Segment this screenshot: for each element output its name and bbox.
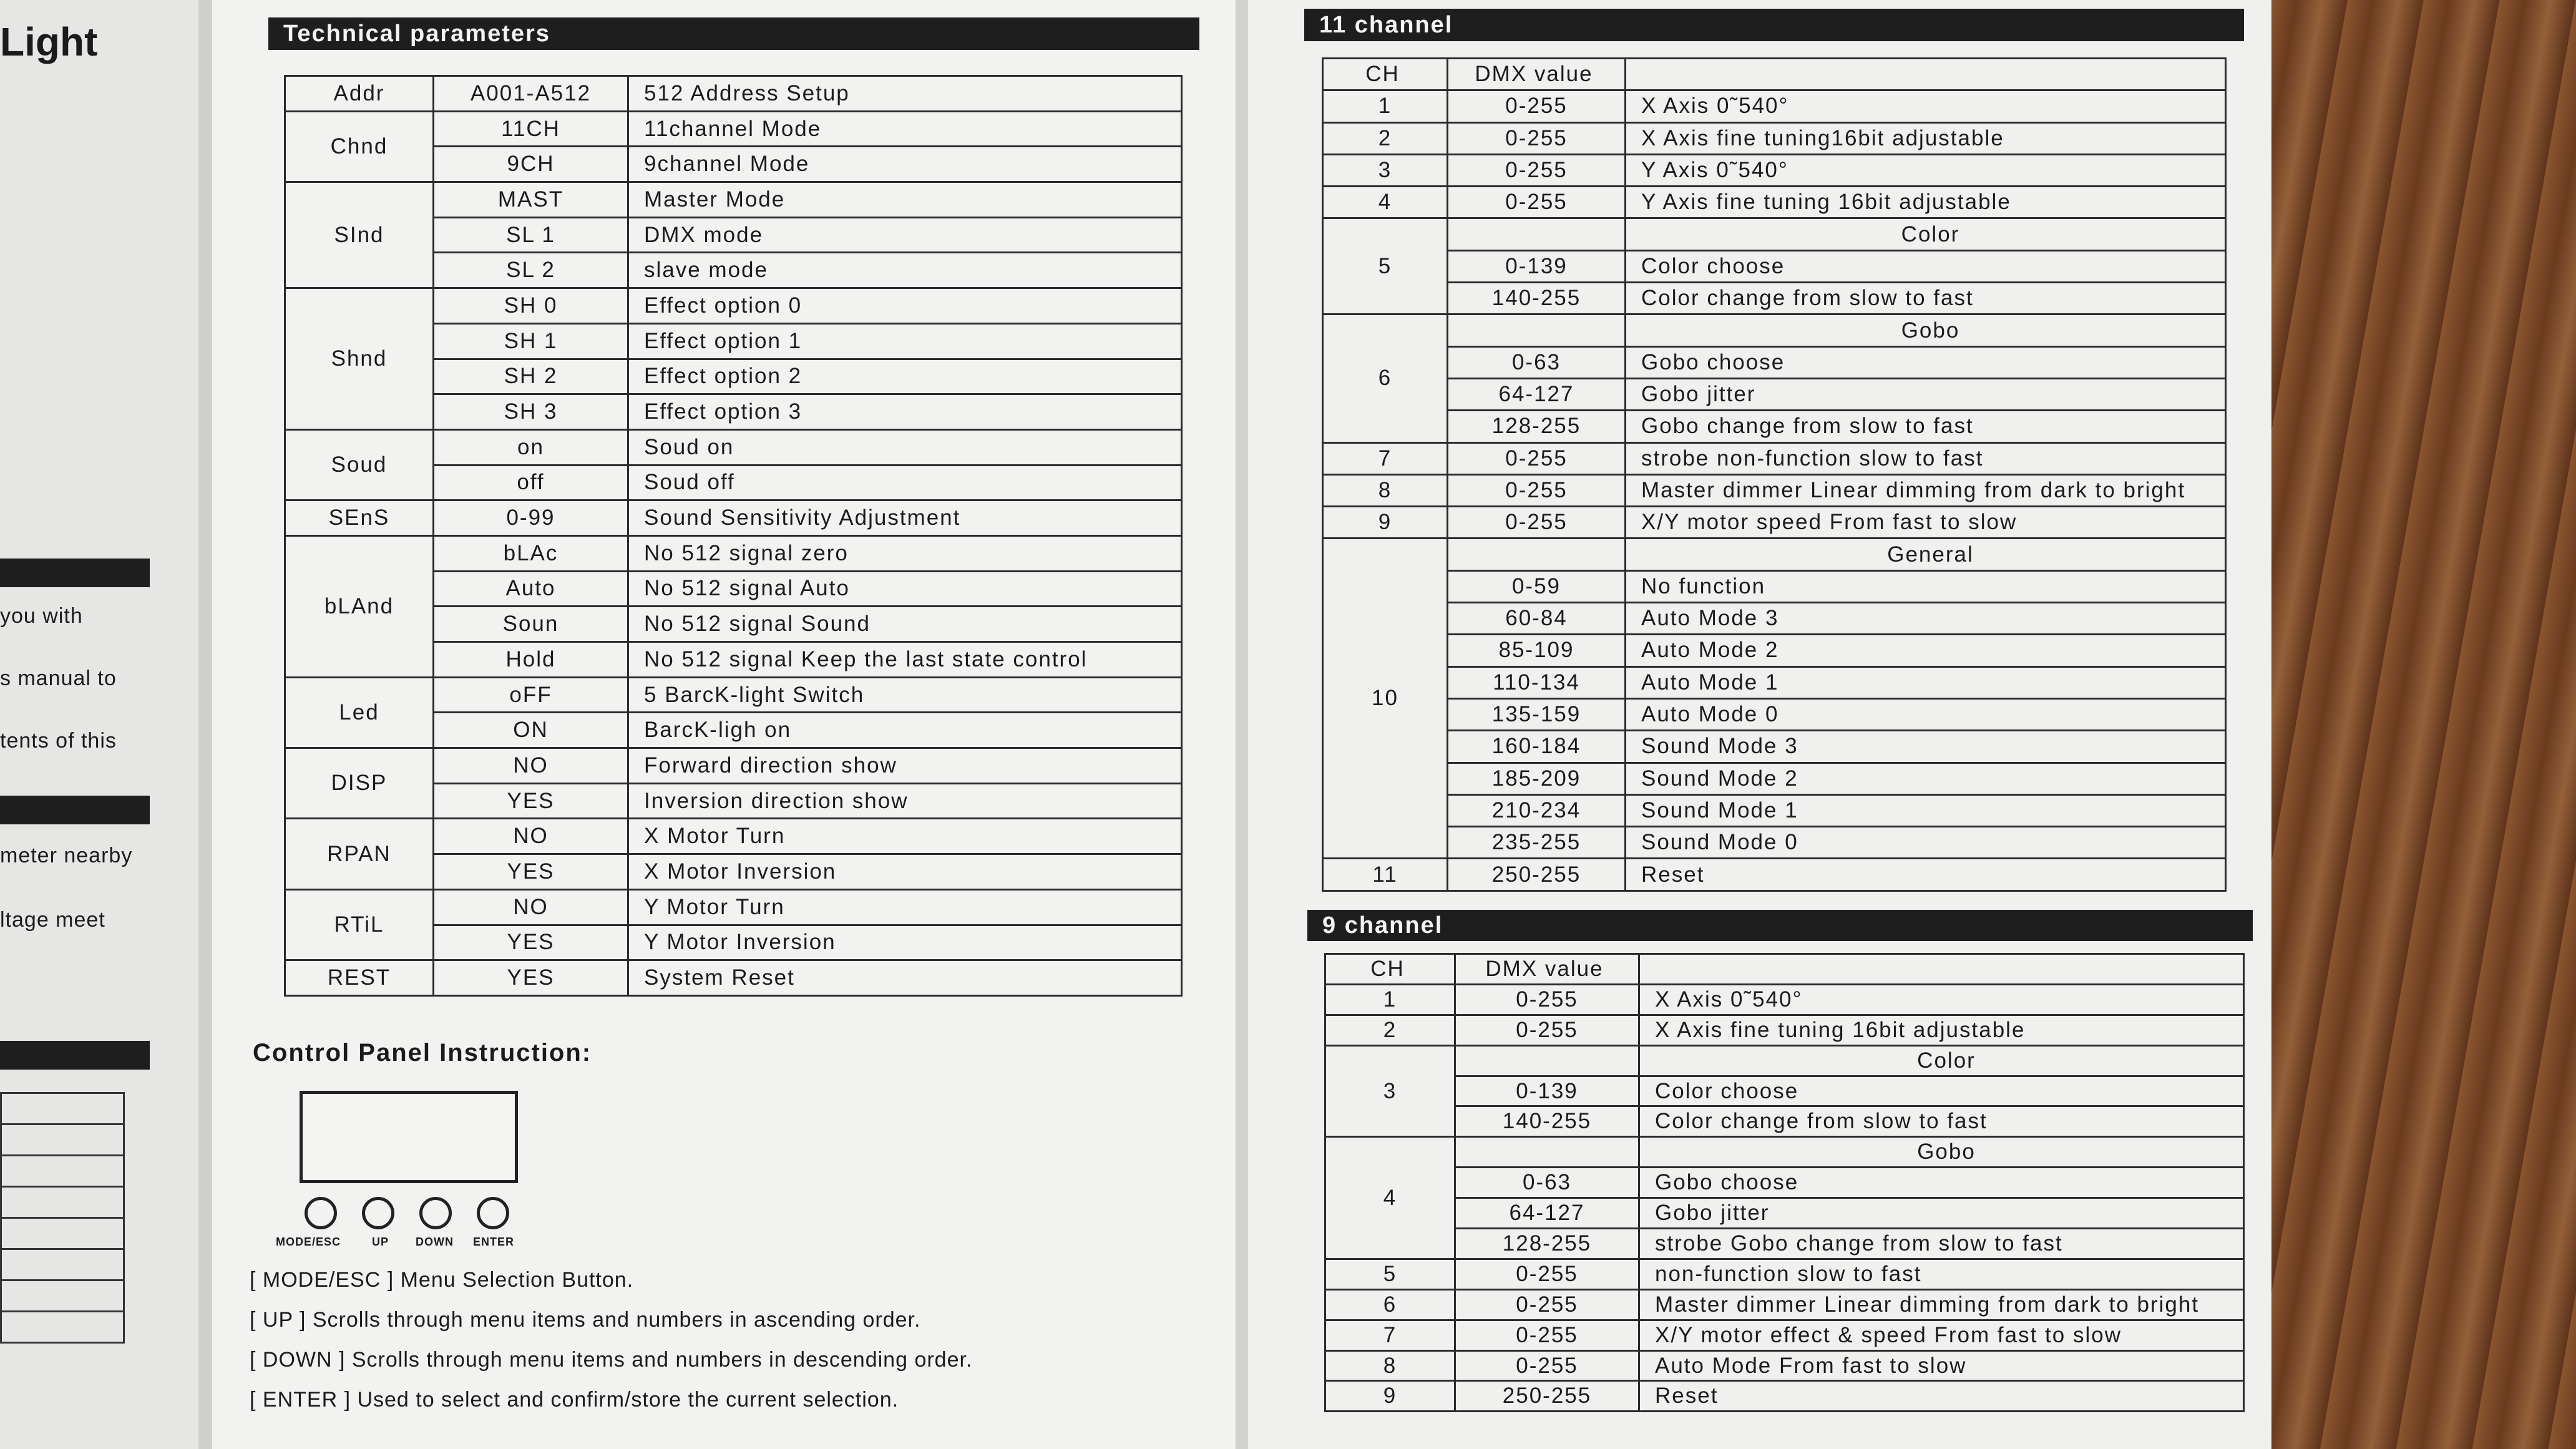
table-row xyxy=(1323,250,2226,282)
description-cell: Y Axis 0˜540° xyxy=(1626,154,2226,186)
table-row xyxy=(1323,154,2226,186)
enter-label: ENTER xyxy=(473,1236,515,1248)
table-row xyxy=(1323,411,2226,442)
description-cell: Effect option 0 xyxy=(628,288,1182,324)
value-cell: 0-255 xyxy=(1455,1320,1639,1350)
table-row xyxy=(285,76,1182,112)
value-cell: A001-A512 xyxy=(434,76,628,112)
value-cell: NO xyxy=(434,819,628,854)
table-row xyxy=(1323,346,2226,378)
table-row xyxy=(1323,283,2226,315)
row-group-cell: 4 xyxy=(1323,187,1448,218)
value-cell: 0-99 xyxy=(434,500,628,536)
description-cell: 5 BarcK-light Switch xyxy=(628,677,1182,713)
description-cell: Color xyxy=(1626,218,2226,250)
strip-table xyxy=(0,1092,125,1344)
description-cell: Y Motor Inversion xyxy=(628,925,1182,960)
description-cell: Auto Mode 2 xyxy=(1626,635,2226,666)
table-row xyxy=(1323,187,2226,218)
control-panel-display-icon xyxy=(300,1091,518,1183)
table-row xyxy=(1323,315,2226,346)
table-row xyxy=(1325,1106,2244,1137)
table-row xyxy=(285,288,1182,324)
description-cell: X Axis 0˜540° xyxy=(1639,984,2244,1015)
value-cell: oFF xyxy=(434,677,628,713)
table-row xyxy=(1323,603,2226,635)
description-cell: No 512 signal zero xyxy=(628,535,1182,571)
description-cell: non-function slow to fast xyxy=(1639,1259,2244,1289)
table-header-row xyxy=(1323,59,2226,90)
row-group-cell: 2 xyxy=(1323,122,1448,154)
strip-section-bar xyxy=(0,796,150,824)
description-cell: Sound Sensitivity Adjustment xyxy=(628,500,1182,536)
description-cell: strobe non-function slow to fast xyxy=(1626,442,2226,474)
strip-text-line: ltage meet xyxy=(0,908,105,932)
table-row xyxy=(285,748,1182,784)
value-cell: SH 3 xyxy=(434,394,628,430)
down-label: DOWN xyxy=(416,1236,454,1248)
description-cell: BarcK-ligh on xyxy=(628,713,1182,748)
value-cell: 0-255 xyxy=(1455,1259,1639,1289)
table-row xyxy=(1325,1259,2244,1289)
mode-esc-button-icon xyxy=(305,1197,337,1229)
row-group-cell: Chnd xyxy=(285,111,434,182)
description-cell: Gobo jitter xyxy=(1626,378,2226,410)
value-cell: 0-63 xyxy=(1448,346,1626,378)
up-button-icon xyxy=(362,1197,394,1229)
table-row xyxy=(1325,1381,2244,1412)
row-group-cell: 1 xyxy=(1323,90,1448,122)
row-group-cell: 2 xyxy=(1325,1015,1455,1045)
row-group-cell: 7 xyxy=(1325,1320,1455,1350)
description-cell: X/Y motor effect & speed From fast to slow xyxy=(1639,1320,2244,1350)
row-group-cell: 5 xyxy=(1325,1259,1455,1289)
table-row xyxy=(1325,1168,2244,1198)
strip-text-line: you with xyxy=(0,604,83,628)
column-header xyxy=(1626,59,2226,90)
table-row xyxy=(1323,698,2226,730)
value-cell: 0-255 xyxy=(1448,154,1626,186)
description-cell: Inversion direction show xyxy=(628,783,1182,819)
page-gutter xyxy=(198,0,212,1449)
description-cell: Sound Mode 2 xyxy=(1626,763,2226,794)
value-cell: 250-255 xyxy=(1455,1381,1639,1412)
value-cell: 0-139 xyxy=(1455,1076,1639,1106)
value-cell: SL 1 xyxy=(434,217,628,253)
value-cell: 64-127 xyxy=(1455,1198,1639,1229)
description-cell: Y Motor Turn xyxy=(628,889,1182,925)
row-group-cell: 8 xyxy=(1325,1350,1455,1381)
description-cell: Sound Mode 1 xyxy=(1626,794,2226,826)
value-cell: 235-255 xyxy=(1448,827,1626,859)
table-row xyxy=(1323,635,2226,666)
description-cell: X Axis fine tuning16bit adjustable xyxy=(1626,122,2226,154)
table-row xyxy=(1325,1320,2244,1350)
value-cell xyxy=(1448,315,1626,346)
table-row xyxy=(1323,731,2226,763)
ch11-title: 11 channel xyxy=(1319,11,1453,38)
value-cell: SH 2 xyxy=(434,359,628,394)
control-panel-title: Control Panel Instruction: xyxy=(253,1039,592,1066)
description-cell: Gobo xyxy=(1639,1137,2244,1168)
row-group-cell: 7 xyxy=(1323,442,1448,474)
value-cell: 0-255 xyxy=(1448,474,1626,506)
description-cell: No 512 signal Sound xyxy=(628,607,1182,642)
value-cell: 185-209 xyxy=(1448,763,1626,794)
ch9-title: 9 channel xyxy=(1322,912,1443,939)
table-row xyxy=(1323,827,2226,859)
row-group-cell: 9 xyxy=(1325,1381,1455,1412)
value-cell: 60-84 xyxy=(1448,603,1626,635)
description-cell: Color change from slow to fast xyxy=(1626,283,2226,315)
value-cell: 0-255 xyxy=(1448,90,1626,122)
value-cell xyxy=(1455,1137,1639,1168)
description-cell: Master dimmer Linear dimming from dark to bright xyxy=(1626,474,2226,506)
table-row xyxy=(1325,1289,2244,1320)
description-cell: X Motor Turn xyxy=(628,819,1182,854)
row-group-cell: SEnS xyxy=(285,500,434,536)
description-cell: X/Y motor speed From fast to slow xyxy=(1626,507,2226,539)
value-cell: 0-255 xyxy=(1455,1350,1639,1381)
value-cell: MAST xyxy=(434,182,628,218)
row-group-cell: Soud xyxy=(285,429,434,500)
row-group-cell: 5 xyxy=(1323,218,1448,315)
down-button-icon xyxy=(419,1197,452,1229)
value-cell: 110-134 xyxy=(1448,666,1626,698)
row-group-cell: 6 xyxy=(1323,315,1448,442)
row-group-cell: 3 xyxy=(1325,1045,1455,1137)
row-group-cell: 6 xyxy=(1325,1289,1455,1320)
description-cell: slave mode xyxy=(628,253,1182,288)
strip-text-line: tents of this xyxy=(0,729,117,753)
value-cell: 11CH xyxy=(434,111,628,147)
table-row xyxy=(1325,1015,2244,1045)
description-cell: Color xyxy=(1639,1045,2244,1076)
column-header: DMX value xyxy=(1448,59,1626,90)
description-cell: No function xyxy=(1626,570,2226,602)
value-cell: 0-255 xyxy=(1455,984,1639,1015)
table-row xyxy=(285,677,1182,713)
page-fold xyxy=(1236,0,1248,1449)
table-row xyxy=(285,500,1182,536)
row-group-cell: Shnd xyxy=(285,288,434,430)
row-group-cell: 10 xyxy=(1323,539,1448,859)
row-group-cell: 11 xyxy=(1323,859,1448,890)
row-group-cell: 3 xyxy=(1323,154,1448,186)
value-cell xyxy=(1448,539,1626,570)
description-cell: Auto Mode 3 xyxy=(1626,603,2226,635)
value-cell: 0-63 xyxy=(1455,1168,1639,1198)
table-row xyxy=(1323,666,2226,698)
description-cell: Gobo change from slow to fast xyxy=(1626,411,2226,442)
table-row xyxy=(1323,378,2226,410)
value-cell xyxy=(1455,1045,1639,1076)
value-cell: bLAc xyxy=(434,535,628,571)
row-group-cell: bLAnd xyxy=(285,535,434,677)
table-row xyxy=(1325,1045,2244,1076)
tech-params-title: Technical parameters xyxy=(283,20,550,47)
tech-params-table xyxy=(284,75,1183,997)
description-cell: X Motor Inversion xyxy=(628,854,1182,890)
description-cell: Gobo choose xyxy=(1626,346,2226,378)
value-cell: SL 2 xyxy=(434,253,628,288)
table-row xyxy=(1325,984,2244,1015)
column-header xyxy=(1639,954,2244,985)
ch9-table xyxy=(1324,953,2245,1412)
description-cell: Soud on xyxy=(628,429,1182,465)
value-cell: 0-255 xyxy=(1448,122,1626,154)
table-row xyxy=(1323,539,2226,570)
description-cell: Effect option 3 xyxy=(628,394,1182,430)
row-group-cell: 9 xyxy=(1323,507,1448,539)
value-cell: 250-255 xyxy=(1448,859,1626,890)
strip-section-bar xyxy=(0,559,150,587)
row-group-cell: RTiL xyxy=(285,889,434,960)
row-group-cell: DISP xyxy=(285,748,434,819)
description-cell: 512 Address Setup xyxy=(628,76,1182,112)
strip-title: Light xyxy=(0,19,98,64)
table-row xyxy=(285,819,1182,854)
table-row xyxy=(285,889,1182,925)
table-row xyxy=(1323,442,2226,474)
row-group-cell: RPAN xyxy=(285,819,434,889)
description-cell: Sound Mode 3 xyxy=(1626,731,2226,763)
table-row xyxy=(285,182,1182,218)
value-cell: YES xyxy=(434,960,628,996)
table-row xyxy=(1325,1076,2244,1106)
description-cell: 9channel Mode xyxy=(628,147,1182,182)
value-cell: Auto xyxy=(434,571,628,607)
description-cell: Soud off xyxy=(628,465,1182,500)
table-row xyxy=(1325,1198,2244,1229)
description-cell: Gobo jitter xyxy=(1639,1198,2244,1229)
row-group-cell: Led xyxy=(285,677,434,748)
column-header: DMX value xyxy=(1455,954,1639,985)
table-row xyxy=(285,111,1182,147)
value-cell: SH 0 xyxy=(434,288,628,324)
table-row xyxy=(1323,90,2226,122)
description-cell: X Axis 0˜540° xyxy=(1626,90,2226,122)
value-cell: 135-159 xyxy=(1448,698,1626,730)
value-cell: 85-109 xyxy=(1448,635,1626,666)
description-cell: Color choose xyxy=(1639,1076,2244,1106)
description-cell: Gobo choose xyxy=(1639,1168,2244,1198)
enter-button-icon xyxy=(477,1197,509,1229)
up-label: UP xyxy=(372,1236,389,1248)
strip-text-line: meter nearby xyxy=(0,844,133,867)
ch11-table xyxy=(1322,57,2227,892)
control-desc-mode: [ MODE/ESC ] Menu Selection Button. xyxy=(250,1268,634,1292)
value-cell: 0-59 xyxy=(1448,570,1626,602)
control-desc-up: [ UP ] Scrolls through menu items and numbers in ascending order. xyxy=(250,1308,921,1332)
value-cell: NO xyxy=(434,748,628,784)
value-cell: 0-255 xyxy=(1448,187,1626,218)
value-cell: SH 1 xyxy=(434,323,628,359)
value-cell: ON xyxy=(434,713,628,748)
wood-table-background xyxy=(2271,0,2576,1449)
description-cell: Reset xyxy=(1626,859,2226,890)
description-cell: General xyxy=(1626,539,2226,570)
value-cell: YES xyxy=(434,854,628,890)
description-cell: Auto Mode 1 xyxy=(1626,666,2226,698)
description-cell: Sound Mode 0 xyxy=(1626,827,2226,859)
description-cell: Master Mode xyxy=(628,182,1182,218)
value-cell: 64-127 xyxy=(1448,378,1626,410)
value-cell: 140-255 xyxy=(1448,283,1626,315)
value-cell: 128-255 xyxy=(1455,1229,1639,1259)
value-cell: 210-234 xyxy=(1448,794,1626,826)
row-group-cell: 8 xyxy=(1323,474,1448,506)
value-cell: 0-255 xyxy=(1448,442,1626,474)
value-cell: 9CH xyxy=(434,147,628,182)
table-row xyxy=(285,960,1182,996)
description-cell: DMX mode xyxy=(628,217,1182,253)
description-cell: X Axis fine tuning 16bit adjustable xyxy=(1639,1015,2244,1045)
description-cell: 11channel Mode xyxy=(628,111,1182,147)
table-row xyxy=(1323,218,2226,250)
value-cell: 140-255 xyxy=(1455,1106,1639,1137)
table-row xyxy=(1323,794,2226,826)
description-cell: Forward direction show xyxy=(628,748,1182,784)
control-desc-enter: [ ENTER ] Used to select and confirm/store the current selection. xyxy=(250,1388,899,1412)
description-cell: No 512 signal Keep the last state control xyxy=(628,642,1182,678)
ch9-header xyxy=(1307,910,2253,941)
row-group-cell: Addr xyxy=(285,76,434,112)
description-cell: Effect option 2 xyxy=(628,359,1182,394)
column-header: CH xyxy=(1323,59,1448,90)
description-cell: Color change from slow to fast xyxy=(1639,1106,2244,1137)
table-row xyxy=(1325,1229,2244,1259)
table-row xyxy=(1323,507,2226,539)
value-cell xyxy=(1448,218,1626,250)
description-cell: strobe Gobo change from slow to fast xyxy=(1639,1229,2244,1259)
value-cell: off xyxy=(434,465,628,500)
row-group-cell: REST xyxy=(285,960,434,996)
description-cell: Auto Mode From fast to slow xyxy=(1639,1350,2244,1381)
table-row xyxy=(1323,859,2226,890)
tech-params-header xyxy=(268,17,1199,50)
value-cell: 0-255 xyxy=(1455,1289,1639,1320)
strip-text-line: s manual to xyxy=(0,666,117,690)
value-cell: on xyxy=(434,429,628,465)
value-cell: YES xyxy=(434,925,628,960)
description-cell: Reset xyxy=(1639,1381,2244,1412)
description-cell: Gobo xyxy=(1626,315,2226,346)
description-cell: Auto Mode 0 xyxy=(1626,698,2226,730)
table-row xyxy=(1323,763,2226,794)
value-cell: NO xyxy=(434,889,628,925)
description-cell: Effect option 1 xyxy=(628,323,1182,359)
table-row xyxy=(285,429,1182,465)
value-cell: YES xyxy=(434,783,628,819)
control-desc-down: [ DOWN ] Scrolls through menu items and numbers in descending order. xyxy=(250,1348,973,1372)
value-cell: Hold xyxy=(434,642,628,678)
value-cell: 0-255 xyxy=(1448,507,1626,539)
mode-esc-label: MODE/ESC xyxy=(276,1236,341,1248)
row-group-cell: 1 xyxy=(1325,984,1455,1015)
table-header-row xyxy=(1325,954,2244,985)
table-row xyxy=(1323,122,2226,154)
ch11-header xyxy=(1304,9,2244,41)
description-cell: Y Axis fine tuning 16bit adjustable xyxy=(1626,187,2226,218)
description-cell: No 512 signal Auto xyxy=(628,571,1182,607)
description-cell: Color choose xyxy=(1626,250,2226,282)
table-row xyxy=(1325,1137,2244,1168)
table-row xyxy=(1323,570,2226,602)
value-cell: 0-139 xyxy=(1448,250,1626,282)
description-cell: Master dimmer Linear dimming from dark to bright xyxy=(1639,1289,2244,1320)
value-cell: 128-255 xyxy=(1448,411,1626,442)
description-cell: System Reset xyxy=(628,960,1182,996)
row-group-cell: SInd xyxy=(285,182,434,288)
strip-section-bar xyxy=(0,1041,150,1070)
table-row xyxy=(1323,474,2226,506)
table-row xyxy=(1325,1350,2244,1381)
value-cell: 0-255 xyxy=(1455,1015,1639,1045)
column-header: CH xyxy=(1325,954,1455,985)
table-row xyxy=(285,535,1182,571)
row-group-cell: 4 xyxy=(1325,1137,1455,1259)
value-cell: Soun xyxy=(434,607,628,642)
value-cell: 160-184 xyxy=(1448,731,1626,763)
